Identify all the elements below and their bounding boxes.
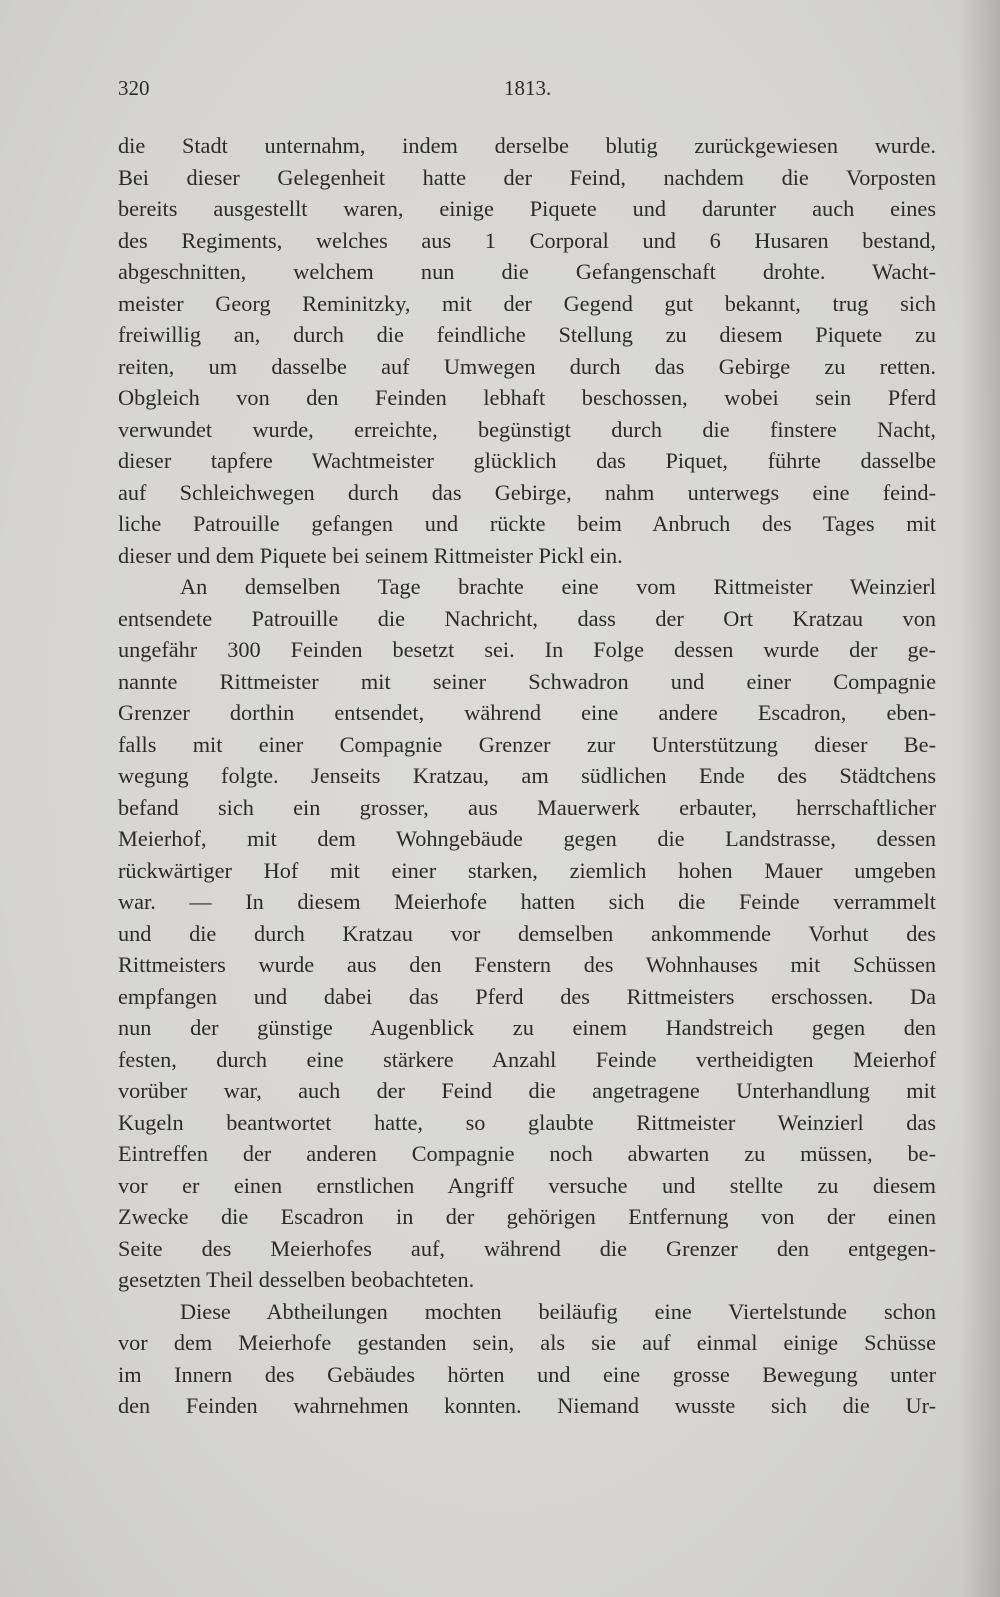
text-line: Obgleich von den Feinden lebhaft beschossen, wobei sein Pferd — [118, 385, 936, 410]
text-line: Eintreffen der anderen Compagnie noch abwarten zu müssen, be- — [118, 1141, 936, 1166]
text-line: entsendete Patrouille die Nachricht, dass der Ort Kratzau von — [118, 605, 936, 631]
text-line: falls mit einer Compagnie Grenzer zur Unterstützung dieser Be- — [118, 731, 936, 757]
text-line: nannte Rittmeister mit seiner Schwadron und einer Compagnie — [118, 668, 936, 694]
text-line: Diese Abtheilungen mochten beiläufig eine Viertelstunde schon — [180, 1298, 936, 1324]
text-line: Kugeln beantwortet hatte, so glaubte Rittmeister Weinzierl das — [118, 1109, 936, 1135]
text-line: war. — In diesem Meierhofe hatten sich die Feinde verrammelt — [118, 889, 936, 914]
text-line: dieser und dem Piquete bei seinem Rittmeister Pickl ein. — [118, 542, 623, 568]
text-line: die Stadt unternahm, indem derselbe blutig zurückgewiesen wurde. — [118, 133, 936, 158]
text-line: den Feinden wahrnehmen konnten. Niemand wusste sich die Ur- — [118, 1393, 936, 1418]
text-line: vor dem Meierhofe gestanden sein, als sie auf einmal einige Schüsse — [118, 1330, 936, 1355]
text-line: ungefähr 300 Feinden besetzt sei. In Folge dessen wurde der ge- — [118, 637, 936, 662]
text-line: wegung folgte. Jenseits Kratzau, am südlichen Ende des Städtchens — [118, 763, 936, 788]
text-line: abgeschnitten, welchem nun die Gefangenschaft drohte. Wacht- — [118, 259, 936, 284]
text-line: gesetzten Theil desselben beobachteten. — [118, 1267, 475, 1292]
text-line: befand sich ein grosser, aus Mauerwerk erbauter, herrschaftlicher — [118, 794, 936, 820]
text-line: auf Schleichwegen durch das Gebirge, nahm unterwegs eine feind- — [118, 479, 936, 505]
text-line: empfangen und dabei das Pferd des Rittmeisters erschossen. Da — [118, 983, 936, 1009]
running-head-year: 1813. — [504, 76, 552, 100]
text-line: Bei dieser Gelegenheit hatte der Feind, nachdem die Vorposten — [118, 164, 936, 190]
text-line: freiwillig an, durch die feindliche Stellung zu diesem Piquete zu — [118, 322, 936, 347]
text-line: Rittmeisters wurde aus den Fenstern des Wohnhauses mit Schüssen — [118, 952, 936, 977]
text-line: vor er einen ernstlichen Angriff versuche und stellte zu diesem — [118, 1172, 936, 1198]
text-line: nun der günstige Augenblick zu einem Handstreich gegen den — [118, 1015, 936, 1040]
text-line: dieser tapfere Wachtmeister glücklich das Piquet, führte dasselbe — [118, 448, 936, 473]
text-line: Grenzer dorthin entsendet, während eine andere Escadron, eben- — [118, 700, 936, 725]
text-line: rückwärtiger Hof mit einer starken, ziemlich hohen Mauer umgeben — [118, 857, 936, 883]
text-line: des Regiments, welches aus 1 Corporal und 6 Husaren bestand, — [118, 227, 936, 253]
text-line: liche Patrouille gefangen und rückte beim Anbruch des Tages mit — [118, 511, 936, 536]
text-line: und die durch Kratzau vor demselben ankommende Vorhut des — [118, 920, 936, 946]
text-line: verwundet wurde, erreichte, begünstigt durch die finstere Nacht, — [118, 416, 936, 442]
text-line: meister Georg Reminitzky, mit der Gegend gut bekannt, trug sich — [118, 290, 936, 316]
text-line: bereits ausgestellt waren, einige Piquete und darunter auch eines — [118, 196, 936, 221]
text-line: im Innern des Gebäudes hörten und eine grosse Bewegung unter — [118, 1361, 936, 1387]
text-line: vorüber war, auch der Feind die angetragene Unterhandlung mit — [118, 1078, 936, 1103]
text-line: festen, durch eine stärkere Anzahl Feinde vertheidigten Meierhof — [118, 1046, 936, 1072]
text-line: Zwecke die Escadron in der gehörigen Entfernung von der einen — [118, 1204, 936, 1229]
page-edge-shadow — [960, 0, 1000, 1597]
page-number: 320 — [118, 76, 150, 100]
page-header — [118, 76, 936, 106]
text-line: reiten, um dasselbe auf Umwegen durch das Gebirge zu retten. — [118, 353, 936, 379]
text-line: Seite des Meierhofes auf, während die Grenzer den entgegen- — [118, 1235, 936, 1261]
text-line: An demselben Tage brachte eine vom Rittmeister Weinzierl — [180, 574, 936, 599]
body-text — [118, 130, 936, 1422]
text-line: Meierhof, mit dem Wohngebäude gegen die Landstrasse, dessen — [118, 826, 936, 851]
